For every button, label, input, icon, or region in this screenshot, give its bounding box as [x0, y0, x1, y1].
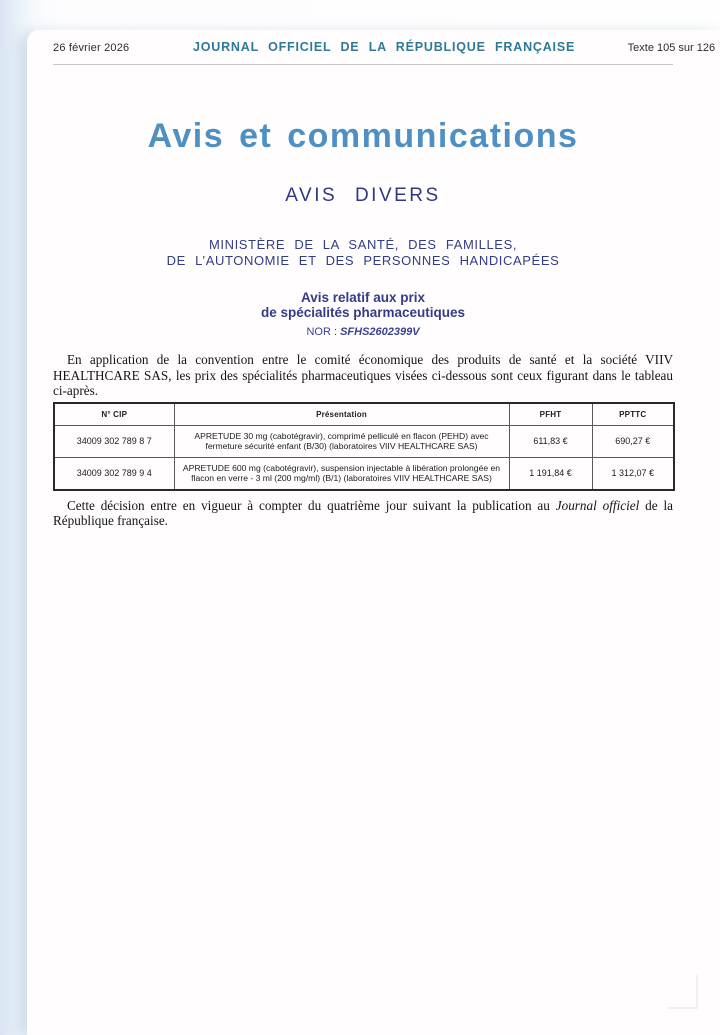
page-corner-artifact [668, 975, 698, 1009]
table-row [54, 457, 674, 490]
cell-pfht: 1 191,84 € [509, 457, 592, 490]
document-title: Avis et communications [147, 117, 579, 155]
masthead-divider [53, 64, 673, 65]
cell-cip: 34009 302 789 9 4 [54, 457, 174, 490]
closing-text-after: de la République française. [53, 497, 673, 529]
intro-paragraph: En application de la convention entre le comité économique des produits de santé et la société VIIV HEALTHCARE SAS, les prix des spécialités pharmaceutiques visées ci-dessous sont ceux figurant dans le tableau ci-après. [53, 352, 673, 399]
notice-title [53, 290, 673, 320]
cell-pfht: 611,83 € [509, 425, 592, 457]
texte-reference: Texte 105 sur 126 [627, 42, 716, 54]
section-title: AVIS DIVERS [285, 185, 441, 206]
closing-paragraph [53, 498, 673, 529]
document-page [27, 30, 720, 1035]
masthead [53, 30, 716, 54]
col-header-ppttc: PPTTC [592, 403, 674, 426]
price-table [53, 402, 675, 491]
notice-title-line-2: de spécialités pharmaceutiques [260, 305, 466, 320]
publication-date: 26 février 2026 [53, 42, 130, 54]
col-header-cip: N° CIP [54, 403, 174, 426]
col-header-pfht: PFHT [509, 403, 592, 426]
closing-text-before: Cette décision entre en vigueur à compter du quatrième jour suivant la publication au [67, 497, 556, 513]
ministry-line-1: MINISTÈRE DE LA SANTÉ, DES FAMILLES, [208, 237, 518, 252]
col-header-presentation: Présentation [174, 403, 509, 426]
cell-cip: 34009 302 789 8 7 [54, 425, 174, 457]
document-content [53, 30, 716, 529]
cell-presentation: APRETUDE 30 mg (cabotégravir), comprimé pelliculé en flacon (PEHD) avec fermeture sécurité enfant (B/30) (laboratoires VIIV HEALTHCARE SAS) [174, 425, 509, 457]
journal-title: JOURNAL OFFICIEL DE LA RÉPUBLIQUE FRANÇAISE [193, 40, 576, 54]
table-header-row [54, 403, 674, 426]
ministry-line-2: DE L’AUTONOMIE ET DES PERSONNES HANDICAPÉES [166, 253, 560, 268]
cell-ppttc: 1 312,07 € [592, 457, 674, 490]
table-row [54, 425, 674, 457]
nor-label: NOR : [306, 326, 341, 338]
nor-line [53, 326, 673, 339]
cell-ppttc: 690,27 € [592, 425, 674, 457]
cell-presentation: APRETUDE 600 mg (cabotégravir), suspension injectable à libération prolongée en flacon en verre - 3 ml (200 mg/ml) (B/1) (laboratoires VIIV HEALTHCARE SAS) [174, 457, 509, 490]
closing-text-italic: Journal officiel [555, 497, 640, 513]
notice-title-line-1: Avis relatif aux prix [300, 290, 426, 305]
nor-code: SFHS2602399V [340, 326, 420, 338]
ministry-heading [53, 237, 673, 269]
